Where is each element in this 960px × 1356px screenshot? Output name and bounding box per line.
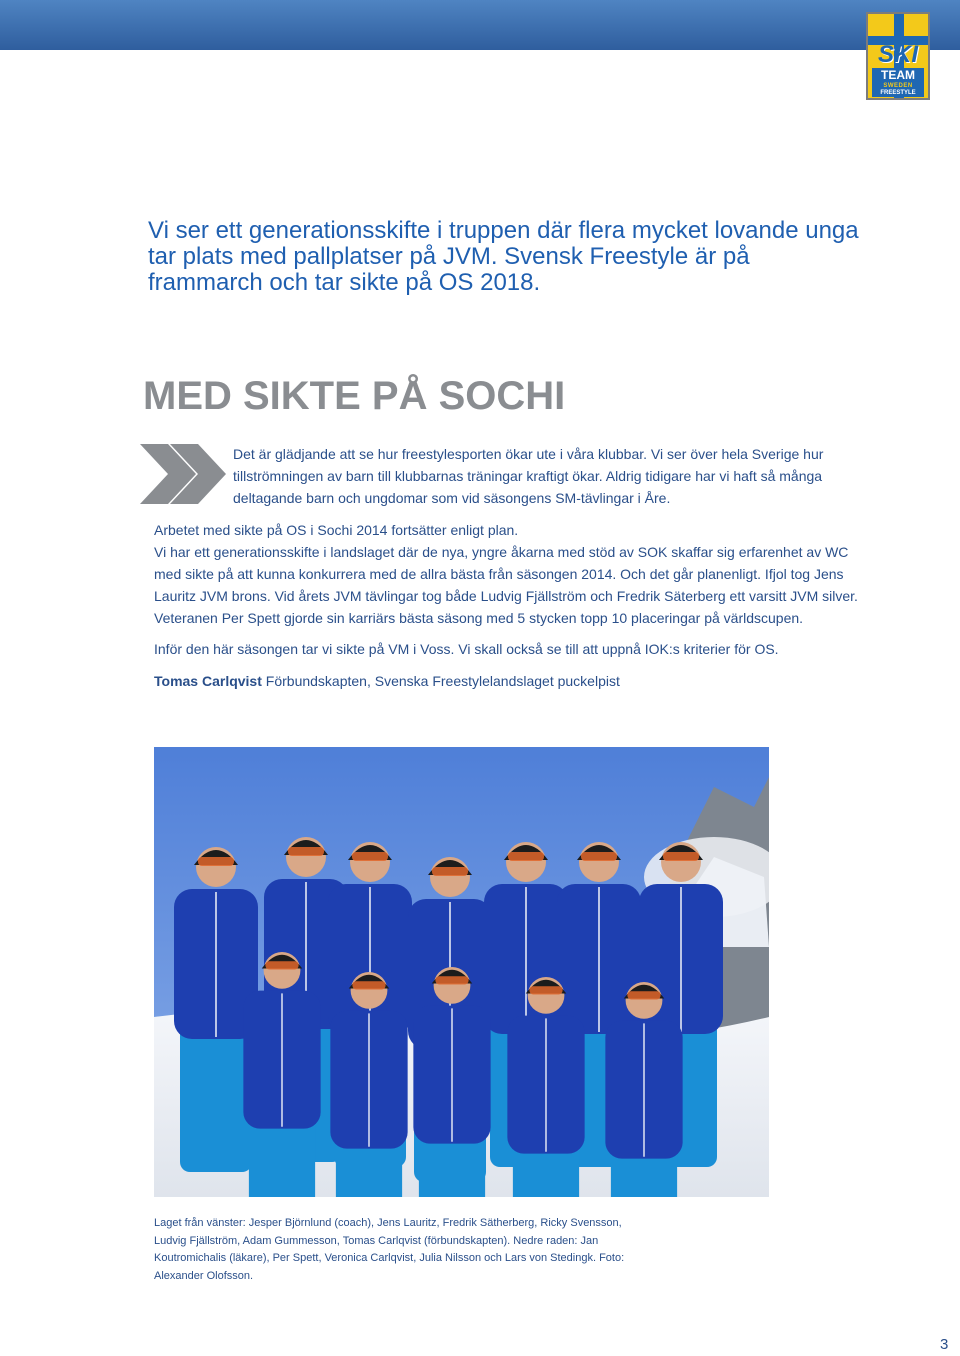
logo-text-ski: SKI (877, 41, 918, 68)
logo-text-team: TEAM (872, 68, 924, 83)
article-body (154, 519, 860, 701)
paragraph-2: Vi har ett generationsskifte i landslaget där de nya, yngre åkarna med stöd av SOK skaffar sig erfarenhet av WC med sikte på att kunna konkurrera med de allra bästa från säsongen 2014. Och det går planenligt. Ifjol tog Jens Lauritz JVM brons. Vid årets JVM tävlingar tog både Ludvig Fjällström och Fredrik Säterberg ett varsitt JVM silver. Veteranen Per Spett gjorde sin karriärs bästa säsong med 5 stycken topp 10 placeringar på världscupen. (154, 544, 858, 626)
paragraph-1: Arbetet med sikte på OS i Sochi 2014 fortsätter enligt plan. (154, 522, 519, 538)
signature-title: Förbundskapten, Svenska Freestylelandslaget puckelpist (265, 673, 620, 689)
team-photo (154, 747, 769, 1197)
logo-text-freestyle: FREESTYLE (872, 90, 924, 97)
intro-paragraph: Det är glädjande att se hur freestylesporten ökar ute i våra klubbar. Vi ser över hela Sverige hur tillströmningen av barn till klubbarnas träningar kraftigt ökar. Aldrig tidigare har vi haft så många deltagande barn och ungdomar som vid säsongens SM-tävlingar i Åre. (233, 446, 824, 506)
double-chevron-icon (140, 444, 230, 504)
signature (154, 670, 860, 692)
signature-name: Tomas Carlqvist (154, 673, 262, 689)
page-number: 3 (940, 1336, 949, 1353)
paragraph-3: Inför den här säsongen tar vi sikte på VM i Voss. Vi skall också se till att uppnå IOK:s kriterier för OS. (154, 641, 779, 657)
photo-caption: Laget från vänster: Jesper Björnlund (coach), Jens Lauritz, Fredrik Sätherberg, Ricky Svensson, Ludvig Fjällström, Adam Gummesson, Tomas Carlqvist (förbundskapten). Nedre raden: Jan Koutromichalis (läkare), Per Spett, Veronica Carlqvist, Julia Nilsson och Lars von Stedingk. Foto: Alexander Olofsson. (154, 1217, 625, 1282)
logo-text-sweden: SWEDEN (872, 83, 924, 90)
lead-quote: Vi ser ett generationsskifte i truppen där flera mycket lovande unga tar plats med pallplatser på JVM. Svensk Freestyle är på frammarch och tar sikte på OS 2018. (148, 217, 859, 296)
top-color-band (0, 0, 960, 50)
ski-team-sweden-freestyle-logo (866, 12, 930, 100)
section-heading: MED SIKTE PÅ SOCHI (143, 374, 566, 418)
